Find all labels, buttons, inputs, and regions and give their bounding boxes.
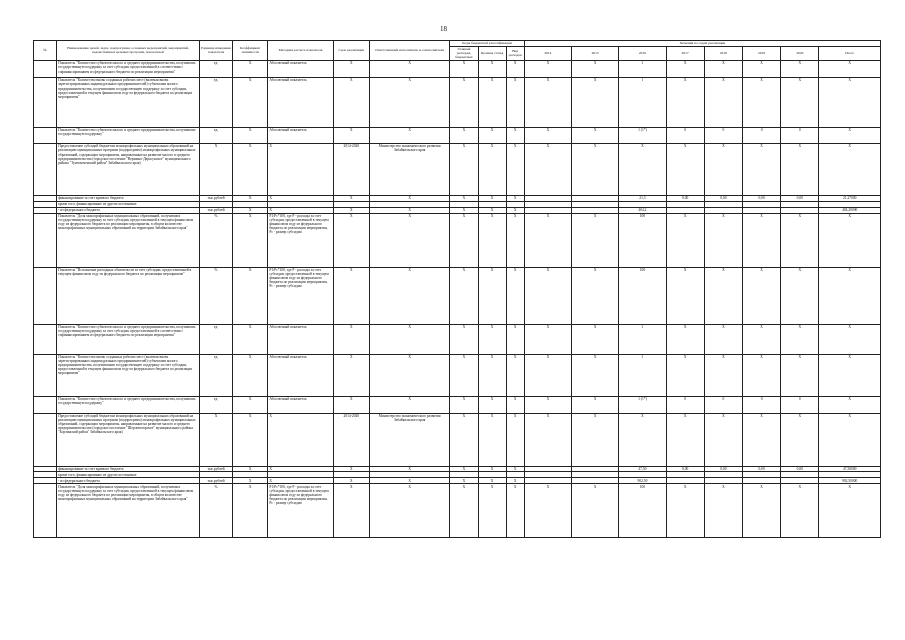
cell-value: 0 bbox=[666, 127, 704, 143]
cell-value: X bbox=[743, 484, 781, 538]
cell-vr: X bbox=[506, 195, 524, 201]
cell-method: Р1/Рс*100, где Р - расходы за счет субсидии, предоставленной в текущем финансовом году из федерального бюджета по реализации мероприятия, Рс - размер субсидии bbox=[268, 267, 333, 324]
cell-value: X bbox=[743, 143, 781, 195]
cell-unit: тыс.рублей bbox=[199, 478, 232, 484]
cell-value: X bbox=[524, 484, 571, 538]
cell-method: Абсолютный показатель bbox=[268, 324, 333, 354]
cell-art: X bbox=[478, 396, 506, 413]
cell-num bbox=[34, 354, 57, 396]
table-row bbox=[34, 143, 881, 195]
table-row bbox=[34, 213, 881, 267]
header-unit: Единица измерения показателя bbox=[199, 41, 232, 61]
cell-value: 100 bbox=[619, 267, 666, 324]
cell-value: 0,00 bbox=[743, 466, 781, 472]
cell-vr: X bbox=[506, 60, 524, 77]
cell-term: X bbox=[333, 396, 369, 413]
cell-value: X bbox=[819, 484, 881, 538]
cell-resp: X bbox=[369, 354, 449, 396]
cell-term: 2014-2020 bbox=[333, 143, 369, 195]
cell-num bbox=[34, 413, 57, 466]
cell-value: X bbox=[666, 324, 704, 354]
table-row bbox=[34, 77, 881, 127]
cell-value: X bbox=[704, 354, 742, 396]
cell-vr: X bbox=[506, 143, 524, 195]
table-row bbox=[34, 413, 881, 466]
cell-method: X bbox=[268, 207, 333, 213]
cell-vr: X bbox=[506, 267, 524, 324]
cell-value: 0 bbox=[743, 396, 781, 413]
cell-art: X bbox=[478, 466, 506, 472]
cell-name: Предоставление субсидий бюджетам монопрофильных муниципальных образований на реализацию муниципальных программ (подпрограмм) монопрофильных муниципальных образований, содержащих мероприятия, направленные на развитие малого и среднего предпринимательства (городское поселение "Шерловогорское" муниципального района "Борзинский район" Забайкальского края) bbox=[57, 413, 200, 466]
cell-value: X bbox=[666, 484, 704, 538]
cell-vr: X bbox=[506, 213, 524, 267]
cell-art: X bbox=[478, 478, 506, 484]
cell-value: X bbox=[704, 267, 742, 324]
cell-coef: X bbox=[233, 127, 268, 143]
table-body bbox=[34, 60, 881, 537]
cell-gr: X bbox=[450, 267, 478, 324]
cell-resp: X bbox=[369, 127, 449, 143]
header-chief-manager: Главный распоряд. бюджетных bbox=[450, 46, 478, 60]
cell-value: 0,00 bbox=[704, 195, 742, 201]
cell-name: кроме того, финансирование из других источников: bbox=[57, 201, 200, 207]
cell-resp: X bbox=[369, 396, 449, 413]
cell-value: X bbox=[524, 413, 571, 466]
cell-method: X bbox=[268, 478, 333, 484]
cell-unit: тыс.рублей bbox=[199, 195, 232, 201]
cell-unit: % bbox=[199, 213, 232, 267]
cell-gr: X bbox=[450, 60, 478, 77]
cell-value: 404,20000 bbox=[819, 207, 881, 213]
header-year-2019: 2019 bbox=[743, 46, 781, 60]
cell-method: Р1/Рс*100, где Р - расходы за счет субсидии, предоставленной в текущем финансовом году из федерального бюджета по реализации мероприятия, Рс - размер субсидии bbox=[268, 484, 333, 538]
cell-value: X bbox=[524, 60, 571, 77]
header-total: Итого bbox=[819, 46, 881, 60]
cell-art: X bbox=[478, 127, 506, 143]
cell-vr: X bbox=[506, 127, 524, 143]
cell-vr: X bbox=[506, 324, 524, 354]
cell-gr: X bbox=[450, 324, 478, 354]
cell-method: Абсолютный показатель bbox=[268, 77, 333, 127]
header-year-2016: 2016 bbox=[619, 46, 666, 60]
cell-art: X bbox=[478, 143, 506, 195]
cell-gr: X bbox=[450, 354, 478, 396]
cell-unit: ед. bbox=[199, 396, 232, 413]
cell-value: 0,00 bbox=[666, 466, 704, 472]
cell-method: Абсолютный показатель bbox=[268, 354, 333, 396]
cell-art: X bbox=[478, 484, 506, 538]
cell-num bbox=[34, 484, 57, 538]
cell-value: X bbox=[524, 77, 571, 127]
header-method: Методика расчета показателя bbox=[268, 41, 333, 61]
table-row bbox=[34, 354, 881, 396]
cell-gr: X bbox=[450, 413, 478, 466]
cell-gr: X bbox=[450, 127, 478, 143]
cell-value: 1 (1*) bbox=[619, 396, 666, 413]
cell-value: X bbox=[819, 396, 881, 413]
cell-value: 0,00 bbox=[781, 466, 819, 472]
cell-term: X bbox=[333, 77, 369, 127]
cell-value: X bbox=[572, 484, 619, 538]
cell-unit: ед. bbox=[199, 60, 232, 77]
cell-value: 0 bbox=[743, 127, 781, 143]
cell-value: 21,27000 bbox=[819, 195, 881, 201]
cell-value: X bbox=[704, 77, 742, 127]
table-row bbox=[34, 324, 881, 354]
cell-coef: X bbox=[233, 478, 268, 484]
cell-gr: X bbox=[450, 213, 478, 267]
cell-resp: X bbox=[369, 324, 449, 354]
cell-value: X bbox=[666, 77, 704, 127]
cell-name: финансирование за счет краевого бюджета bbox=[57, 195, 200, 201]
cell-value: X bbox=[781, 324, 819, 354]
cell-resp: Министерство экономического развития Забайкальского края bbox=[369, 413, 449, 466]
cell-coef: X bbox=[233, 466, 268, 472]
cell-name: Показатель "Количество вновь созданных рабочих мест (включая вновь зарегистрированных индивидуальных предпринимателей) субъектами малого предпринимательства, получившими государственную поддержку за счет субсидии, предоставленной в текущем финансовом году из федерального бюджета по реализации мероприятия" bbox=[57, 354, 200, 396]
cell-value: X bbox=[524, 267, 571, 324]
cell-coef: X bbox=[233, 324, 268, 354]
cell-value: X bbox=[704, 413, 742, 466]
cell-method: Абсолютный показатель bbox=[268, 127, 333, 143]
cell-value: X bbox=[572, 77, 619, 127]
cell-method: X bbox=[268, 195, 333, 201]
cell-value: X bbox=[524, 143, 571, 195]
cell-value: X bbox=[524, 324, 571, 354]
cell-value: X bbox=[743, 77, 781, 127]
cell-vr: X bbox=[506, 478, 524, 484]
cell-value: 1 (1*) bbox=[619, 127, 666, 143]
cell-term: X bbox=[333, 195, 369, 201]
cell-name: Предоставление субсидий бюджетам монопрофильных муниципальных образований на реализацию муниципальных программ (подпрограмм) монопрофильных муниципальных образований, содержащих мероприятия, направленные на развитие малого и среднего предпринимательства (городское поселение "Вершино-Дарасунское" муниципального района "Тунгокоченский район" Забайкальского края) bbox=[57, 143, 200, 195]
cell-coef: X bbox=[233, 143, 268, 195]
cell-value: X bbox=[819, 267, 881, 324]
cell-vr: X bbox=[506, 413, 524, 466]
cell-value: X bbox=[704, 213, 742, 267]
cell-num bbox=[34, 77, 57, 127]
cell-term: X bbox=[333, 207, 369, 213]
cell-value: 0 bbox=[704, 396, 742, 413]
cell-value: X bbox=[666, 213, 704, 267]
cell-art: X bbox=[478, 213, 506, 267]
cell-art: X bbox=[478, 354, 506, 396]
cell-name: Показатель "Количество вновь созданных рабочих мест (включая вновь зарегистрированных индивидуальных предпринимателей) субъектами малого предпринимательства, получившими государственную поддержку за счет субсидии, предоставленной в текущем финансовом году из федерального бюджета по реализации мероприятия" bbox=[57, 77, 200, 127]
cell-term: X bbox=[333, 478, 369, 484]
header-year-2015: 2015 bbox=[572, 46, 619, 60]
cell-coef: X bbox=[233, 354, 268, 396]
cell-value: X bbox=[524, 354, 571, 396]
cell-name: - из федерального бюджета bbox=[57, 478, 200, 484]
cell-coef: X bbox=[233, 267, 268, 324]
cell-coef: X bbox=[233, 195, 268, 201]
cell-value: 47,50 bbox=[619, 466, 666, 472]
header-name: Наименование целей, задач, подпрограмм, основных мероприятий, мероприятий, ведомственных целевых программ, показателей bbox=[57, 41, 200, 61]
cell-value: X bbox=[781, 143, 819, 195]
table-row bbox=[34, 60, 881, 77]
cell-art: X bbox=[478, 207, 506, 213]
cell-value: X bbox=[743, 324, 781, 354]
cell-value: 1 bbox=[619, 324, 666, 354]
cell-value: 21,3 bbox=[619, 195, 666, 201]
cell-value: 0 bbox=[781, 127, 819, 143]
cell-value: 1 bbox=[619, 354, 666, 396]
header-year-values: Значения по годам реализации bbox=[524, 41, 880, 47]
cell-value: X bbox=[819, 127, 881, 143]
program-table bbox=[33, 40, 881, 538]
cell-value: X bbox=[743, 267, 781, 324]
cell-value: X bbox=[524, 396, 571, 413]
cell-value: X bbox=[524, 213, 571, 267]
cell-name: Показатель "Количество субъектов малого и среднего предпринимательства, получивших государственную поддержку" bbox=[57, 127, 200, 143]
cell-value: X bbox=[524, 127, 571, 143]
cell-term: X bbox=[333, 466, 369, 472]
cell-coef: X bbox=[233, 207, 268, 213]
cell-value: X bbox=[572, 396, 619, 413]
cell-value: X bbox=[572, 60, 619, 77]
cell-coef: X bbox=[233, 413, 268, 466]
cell-unit: X bbox=[199, 413, 232, 466]
cell-value: 47,50000 bbox=[819, 466, 881, 472]
cell-num bbox=[34, 396, 57, 413]
cell-name: Показатель "Доля монопрофильных муниципальных образований, получивших государственную поддержку за счет субсидии, предоставленной в текущем финансовом году из федерального бюджета по реализации мероприятия, в общем количестве монопрофильных муниципальных образований на территории Забайкальского края" bbox=[57, 484, 200, 538]
header-year-2020: 2020 bbox=[781, 46, 819, 60]
cell-term: 2014-2020 bbox=[333, 413, 369, 466]
header-expense-type: Вид расходов bbox=[506, 46, 524, 60]
cell-unit: ед. bbox=[199, 77, 232, 127]
cell-resp: X bbox=[369, 478, 449, 484]
cell-value: 100 bbox=[619, 213, 666, 267]
cell-coef: X bbox=[233, 77, 268, 127]
cell-term: X bbox=[333, 484, 369, 538]
cell-art: X bbox=[478, 195, 506, 201]
cell-vr: X bbox=[506, 466, 524, 472]
cell-value: X bbox=[743, 413, 781, 466]
cell-value: X bbox=[743, 60, 781, 77]
cell-value: X bbox=[743, 354, 781, 396]
cell-value: X bbox=[572, 354, 619, 396]
cell-value: X bbox=[781, 77, 819, 127]
cell-vr: X bbox=[506, 354, 524, 396]
cell-value: X bbox=[704, 60, 742, 77]
cell-value: X bbox=[704, 484, 742, 538]
table-row bbox=[34, 127, 881, 143]
cell-gr: X bbox=[450, 484, 478, 538]
cell-name: финансирование за счет краевого бюджета bbox=[57, 466, 200, 472]
cell-value: 100 bbox=[619, 484, 666, 538]
cell-value: 1 bbox=[619, 60, 666, 77]
cell-value: X bbox=[781, 484, 819, 538]
cell-art: X bbox=[478, 77, 506, 127]
table-row bbox=[34, 396, 881, 413]
cell-vr: X bbox=[506, 77, 524, 127]
cell-coef: X bbox=[233, 484, 268, 538]
cell-resp: X bbox=[369, 267, 449, 324]
cell-value: X bbox=[619, 143, 666, 195]
cell-coef: X bbox=[233, 60, 268, 77]
header-num: № bbox=[34, 41, 57, 61]
cell-name: Показатель "Количество субъектов малого и среднего предпринимательства, получивших государственную поддержку за счет субсидии, предоставленной в соответствии с софинансированием из федерального бюджета по реализации мероприятия" bbox=[57, 60, 200, 77]
cell-value: X bbox=[572, 324, 619, 354]
cell-unit: тыс.рублей bbox=[199, 207, 232, 213]
cell-value: X bbox=[666, 60, 704, 77]
header-term: Срок реализации bbox=[333, 41, 369, 61]
cell-value: X bbox=[704, 143, 742, 195]
cell-gr: X bbox=[450, 466, 478, 472]
table-row bbox=[34, 267, 881, 324]
cell-value: X bbox=[743, 213, 781, 267]
page-number: 18 bbox=[440, 25, 447, 33]
cell-num bbox=[34, 213, 57, 267]
header-year-2014: 2014 bbox=[524, 46, 571, 60]
cell-value: X bbox=[781, 413, 819, 466]
cell-art: X bbox=[478, 324, 506, 354]
cell-name: Показатель "Количество субъектов малого и среднего предпринимательства, получивших государственную поддержку" bbox=[57, 396, 200, 413]
cell-method: X bbox=[268, 466, 333, 472]
table-row bbox=[34, 484, 881, 538]
cell-resp: Министерство экономического развития Забайкальского края bbox=[369, 143, 449, 195]
cell-resp: X bbox=[369, 60, 449, 77]
cell-gr: X bbox=[450, 143, 478, 195]
cell-value: X bbox=[666, 413, 704, 466]
cell-value: X bbox=[619, 413, 666, 466]
cell-name: - из федерального бюджета bbox=[57, 207, 200, 213]
cell-value: X bbox=[819, 77, 881, 127]
cell-term: X bbox=[333, 213, 369, 267]
cell-art: X bbox=[478, 60, 506, 77]
cell-method: Р1/Рс*100, где Р - расходы за счет субсидии, предоставленной в текущем финансовом году из федерального бюджета по реализации мероприятия, Рс - размер субсидии bbox=[268, 213, 333, 267]
cell-value: 0,00 bbox=[781, 195, 819, 201]
cell-value: X bbox=[666, 354, 704, 396]
cell-unit: ед. bbox=[199, 324, 232, 354]
cell-vr: X bbox=[506, 484, 524, 538]
cell-resp: X bbox=[369, 195, 449, 201]
cell-name: кроме того, финансирование из других источников: bbox=[57, 472, 200, 478]
cell-value: X bbox=[704, 324, 742, 354]
cell-method: Абсолютный показатель bbox=[268, 60, 333, 77]
cell-value: X bbox=[819, 143, 881, 195]
cell-value: 0 bbox=[704, 127, 742, 143]
cell-method: X bbox=[268, 143, 333, 195]
cell-coef: X bbox=[233, 396, 268, 413]
cell-term: X bbox=[333, 324, 369, 354]
cell-resp: X bbox=[369, 207, 449, 213]
cell-value: X bbox=[572, 143, 619, 195]
cell-value: 0 bbox=[781, 396, 819, 413]
header-responsible: Ответственный исполнитель и соисполнители bbox=[369, 41, 449, 61]
cell-art: X bbox=[478, 413, 506, 466]
cell-name: Показатель "Доля монопрофильных муниципальных образований, получивших государственную поддержку за счет субсидии, предоставленной в текущем финансовом году из федерального бюджета по реализации мероприятия, в общем количестве монопрофильных муниципальных образований на территории Забайкальского края" bbox=[57, 213, 200, 267]
cell-value: X bbox=[819, 354, 881, 396]
cell-unit: тыс.рублей bbox=[199, 466, 232, 472]
cell-value: X bbox=[819, 60, 881, 77]
cell-value: X bbox=[572, 267, 619, 324]
cell-value: X bbox=[781, 213, 819, 267]
cell-value: X bbox=[572, 213, 619, 267]
cell-num bbox=[34, 127, 57, 143]
cell-value: 902,50000 bbox=[819, 478, 881, 484]
cell-unit: % bbox=[199, 484, 232, 538]
cell-vr: X bbox=[506, 207, 524, 213]
cell-value: X bbox=[781, 354, 819, 396]
cell-term: X bbox=[333, 60, 369, 77]
cell-term: X bbox=[333, 354, 369, 396]
cell-resp: X bbox=[369, 484, 449, 538]
cell-unit: ед. bbox=[199, 354, 232, 396]
cell-coef: X bbox=[233, 213, 268, 267]
cell-unit: % bbox=[199, 267, 232, 324]
cell-value: 0,00 bbox=[666, 195, 704, 201]
cell-term: X bbox=[333, 267, 369, 324]
cell-value: 0,00 bbox=[743, 195, 781, 201]
cell-value: X bbox=[666, 143, 704, 195]
cell-term: X bbox=[333, 127, 369, 143]
cell-num bbox=[34, 60, 57, 77]
cell-value: X bbox=[819, 213, 881, 267]
cell-num bbox=[34, 143, 57, 195]
cell-value: 404,2 bbox=[619, 207, 666, 213]
cell-vr: X bbox=[506, 396, 524, 413]
header-coef: Коэффициент значимости bbox=[233, 41, 268, 61]
cell-gr: X bbox=[450, 207, 478, 213]
cell-method: X bbox=[268, 413, 333, 466]
cell-value: X bbox=[819, 324, 881, 354]
cell-value: X bbox=[819, 413, 881, 466]
cell-method: Абсолютный показатель bbox=[268, 396, 333, 413]
cell-value: X bbox=[781, 267, 819, 324]
cell-resp: X bbox=[369, 213, 449, 267]
cell-value: 902,50 bbox=[619, 478, 666, 484]
header-budget-codes: Коды бюджетной классификации bbox=[450, 41, 524, 47]
cell-art: X bbox=[478, 267, 506, 324]
header-target-article: Целевая статья bbox=[478, 46, 506, 60]
cell-num bbox=[34, 324, 57, 354]
cell-resp: X bbox=[369, 466, 449, 472]
cell-unit: ед. bbox=[199, 127, 232, 143]
cell-gr: X bbox=[450, 77, 478, 127]
cell-gr: X bbox=[450, 396, 478, 413]
cell-value: 0 bbox=[666, 396, 704, 413]
cell-gr: X bbox=[450, 478, 478, 484]
cell-gr: X bbox=[450, 195, 478, 201]
cell-value: X bbox=[781, 60, 819, 77]
cell-value: X bbox=[666, 267, 704, 324]
cell-value: X bbox=[572, 413, 619, 466]
cell-name: Показатель "Исполнение расходных обязательств за счет субсидии, предоставленной в текущем финансовом году из федерального бюджета по реализации мероприятия" bbox=[57, 267, 200, 324]
cell-name: Показатель "Количество субъектов малого и среднего предпринимательства, получивших государственную поддержку за счет субсидии, предоставленной в соответствии с софинансированием из федерального бюджета по реализации мероприятия" bbox=[57, 324, 200, 354]
cell-value: X bbox=[572, 127, 619, 143]
cell-resp: X bbox=[369, 77, 449, 127]
cell-num bbox=[34, 267, 57, 324]
cell-value: 1 bbox=[619, 77, 666, 127]
cell-unit: X bbox=[199, 143, 232, 195]
header-year-2017: 2017 bbox=[666, 46, 704, 60]
cell-value: 0,00 bbox=[704, 466, 742, 472]
header-year-2018: 2018 bbox=[704, 46, 742, 60]
